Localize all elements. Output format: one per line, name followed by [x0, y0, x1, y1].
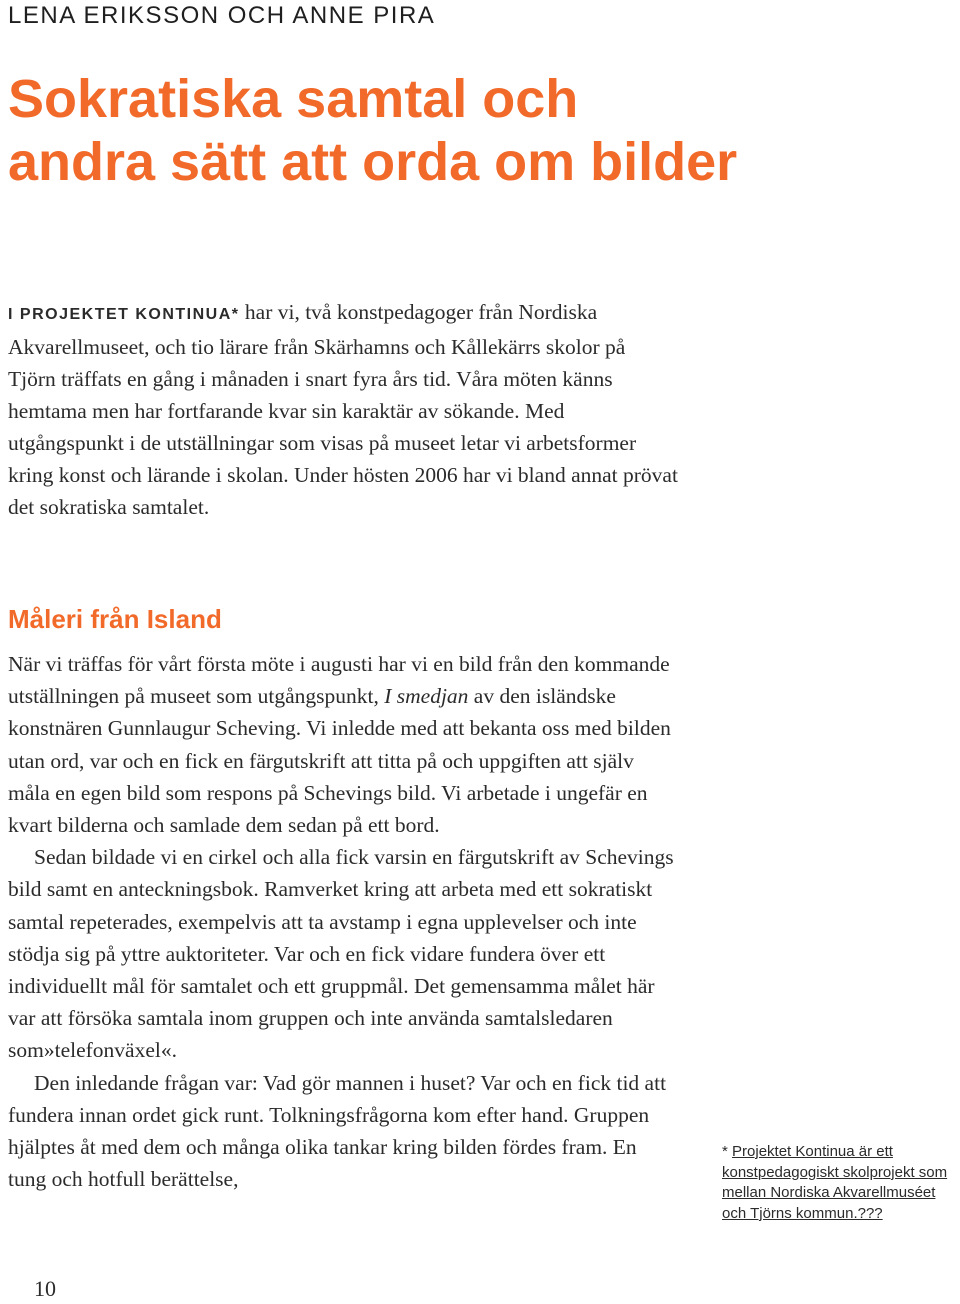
body-paragraph-1: [8, 648, 680, 841]
intro-paragraph: [8, 296, 678, 523]
page-number: 10: [34, 1276, 56, 1301]
footnote-text[interactable]: Projektet Kontinua är ett konstpedagogiskt skolprojekt som mellan Nordiska Akvarellmuséet och Tjörns kommun.???: [722, 1143, 948, 1222]
p1-text-before: När vi träffas för vårt första möte i augusti har vi en bild från den kommande utställningen på museet som utgångspunkt,: [8, 652, 670, 709]
footnote-marker: *: [231, 306, 240, 323]
body-text: [8, 648, 680, 1195]
body-paragraph-3: Den inledande frågan var: Vad gör mannen i huset? Var och en fick tid att fundera innan ordet gick runt. Tolkningsfrågorna kom efter hand. Gruppen hjälptes åt med dem och många olika tankar kring bilden fördes fram. En tung och hotfull berättelse,: [8, 1070, 667, 1192]
author-names: LENA ERIKSSON OCH ANNE PIRA: [8, 2, 436, 29]
footnote: [722, 1142, 958, 1224]
intro-text: har vi, två konstpedagoger från Nordiska Akvarellmuseet, och tio lärare från Skärhamns och Kållekärrs skolor på Tjörn träffats en gång i månaden i snart fyra års tid. Våra möten känns hemtama men har fortfarande kvar sin karaktär av sökande. Med utgångspunkt i de utställningar som visas på museet letar vi arbetsformer kring konst och lärande i skolan. Under hösten 2006 har vi bland annat prövat det sokratiska samtalet.: [8, 300, 678, 519]
title-line-1: Sokratiska samtal och: [8, 69, 579, 129]
body-paragraph-2: Sedan bildade vi en cirkel och alla fick varsin en färgutskrift av Schevings bild samt en anteckningsbok. Ramverket kring att arbeta med ett sokratiskt samtal repeterades, exempelvis att ta avstamp i egna upplevelser och inte stödja sig på yttre auktoriteter. Var och en fick vidare fundera över ett individuellt mål för samtalet och ett gruppmål. Det gemensamma målet här var att försöka samtala inom gruppen och inte använda samtalsledaren som»telefonväxel«.: [8, 845, 674, 1063]
footnote-star: *: [722, 1143, 733, 1160]
article-title: [8, 68, 948, 194]
artwork-title: I smedjan: [384, 684, 469, 709]
intro-lead-caps: I PROJEKTET KONTINUA: [8, 306, 232, 323]
title-line-2: andra sätt att orda om bilder: [8, 132, 738, 192]
p1-text-after: av den isländske konstnären Gunnlaugur Scheving. Vi inledde med att bekanta oss med bilden utan ord, var och en fick en färgutskrift att titta på och uppgiften att själv måla en egen bild som respons på Schevings bild. Vi arbetade i ungefär en kvart bilderna och samlade dem sedan på ett bord.: [8, 684, 671, 838]
section-heading: Måleri från Island: [8, 604, 222, 634]
